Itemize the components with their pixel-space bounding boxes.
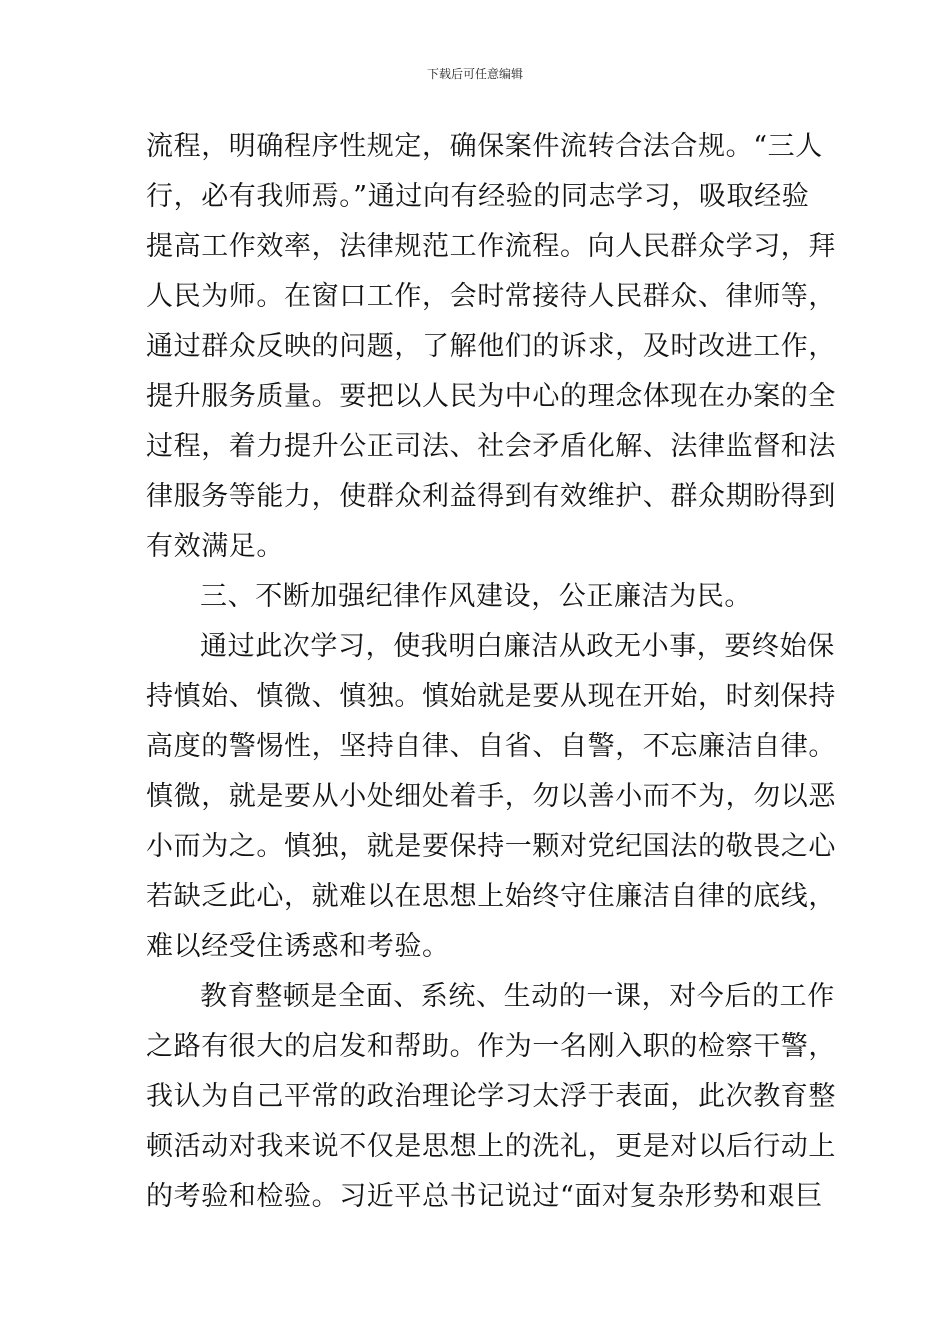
text-line: 通过此次学习，使我明白廉洁从政无小事，要终始保 [200,631,835,662]
text-line: 的考验和检验。习近平总书记说过“面对复杂形势和艰巨 [146,1181,823,1212]
text-line: 难以经受住诱惑和考验。 [146,931,450,962]
text-line: 提升服务质量。要把以人民为中心的理念体现在办案的全 [146,381,836,412]
text-line: 通过群众反映的问题，了解他们的诉求，及时改进工作， [146,331,836,362]
text-line: 慎微，就是要从小处细处着手，勿以善小而不为，勿以恶 [146,781,836,812]
text-line: 小而为之。慎独，就是要保持一颗对党纪国法的敬畏之心 [146,831,836,862]
document-body [146,122,836,1222]
text-line: 有效满足。 [146,531,284,562]
text-line: 高度的警惕性，坚持自律、自省、自警，不忘廉洁自律。 [146,731,836,762]
text-line: 律服务等能力，使群众利益得到有效维护、群众期盼得到 [146,481,836,512]
text-line: 三、不断加强纪律作风建设，公正廉洁为民。 [200,581,752,612]
text-line: 提高工作效率，法律规范工作流程。向人民群众学习，拜 [146,231,836,262]
text-line: 顿活动对我来说不仅是思想上的洗礼，更是对以后行动上 [146,1131,836,1162]
text-line: 教育整顿是全面、系统、生动的一课，对今后的工作 [200,981,835,1012]
text-line: 若缺乏此心，就难以在思想上始终守住廉洁自律的底线， [146,881,836,912]
text-line: 流程，明确程序性规定，确保案件流转合法合规。“三人 [146,131,823,162]
text-line: 人民为师。在窗口工作，会时常接待人民群众、律师等， [146,281,836,312]
text-line: 过程，着力提升公正司法、社会矛盾化解、法律监督和法 [146,431,836,462]
text-line: 之路有很大的启发和帮助。作为一名刚入职的检察干警， [146,1031,836,1062]
text-line: 我认为自己平常的政治理论学习太浮于表面，此次教育整 [146,1081,836,1112]
page-header-note: 下载后可任意编辑 [426,67,523,81]
text-line: 行，必有我师焉。”通过向有经验的同志学习，吸取经验 [146,181,810,212]
text-line: 持慎始、慎微、慎独。慎始就是要从现在开始，时刻保持 [146,681,836,712]
